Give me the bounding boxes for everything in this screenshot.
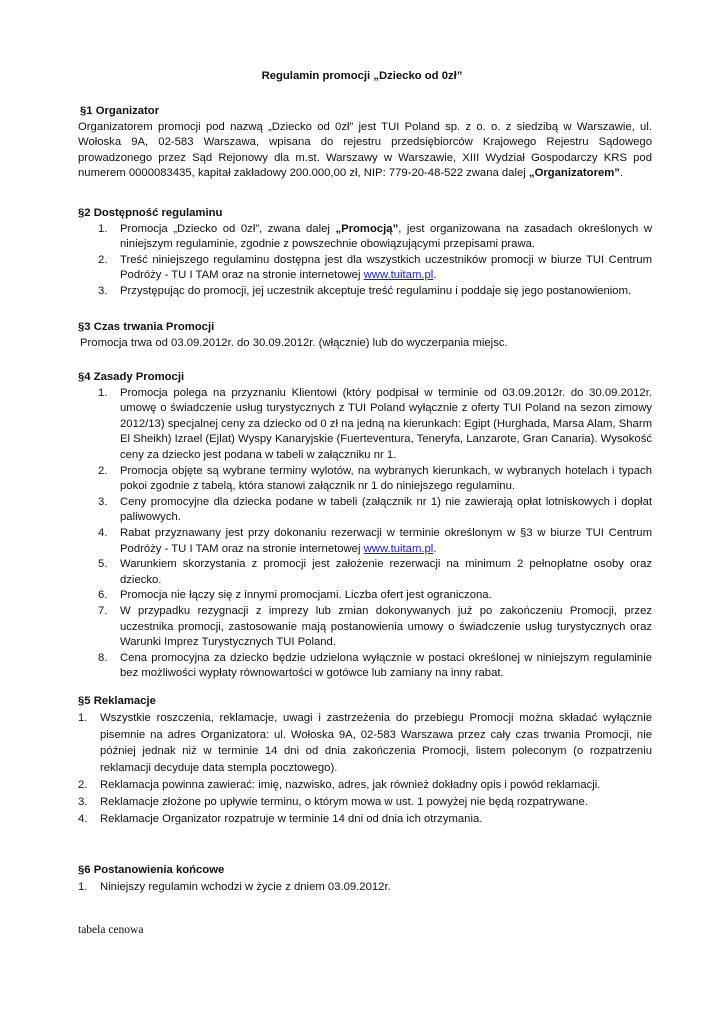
document-title: Regulamin promocji „Dziecko od 0zł” [261, 70, 463, 82]
list-item: 1. Wszystkie roszczenia, reklamacje, uwagi i zastrzeżenia do przebiegu Promocji można składać wyłącznie pisemnie na adres Organizatora: ul. Wołoska 9A, 02-583 Warszawa przez cały czas trwania Promocji, nie później jednak niż w terminie 14 dni od dnia zakończenia Promocji, listem poleconym (o rozpatrzeniu reklamacji decyduje data stempla pocztowego). [78, 711, 652, 775]
list-item: 4. Reklamacje Organizator rozpatruje w terminie 14 dni od dnia ich otrzymania. [78, 812, 483, 825]
section-complaints [78, 693, 652, 827]
list-item: 2. Reklamacja powinna zawierać: imię, nazwisko, adres, jak również dokładny opis i powód reklamacji. [78, 778, 601, 791]
list-item: 8. Cena promocyjna za dziecko będzie udzielona wyłącznie w postaci określonej w niniejszym regulaminie bez możliwości wypłaty równowartości w gotówce lub zamiany na inny rabat. [98, 651, 652, 680]
numbered-list [78, 386, 652, 682]
numbered-list [78, 222, 652, 300]
list-item: 1. Niniejszy regulamin wchodzi w życie z dniem 03.09.2012r. [78, 880, 391, 893]
section-duration [78, 320, 652, 351]
website-link[interactable]: www.tuitam.pl [363, 269, 434, 282]
section-heading: §1 Organizator [80, 105, 160, 117]
section-organizer [78, 104, 652, 182]
list-item: 1. Promocja „Dziecko od 0zł”, zwana dalej „Promocją”, jest organizowana na zasadach określonych w niniejszym regulaminie, zgodnie z powszechnie obowiązującymi przepisami prawa. [98, 222, 652, 251]
numbered-list [78, 879, 652, 896]
section-paragraph: Promocja trwa od 03.09.2012r. do 30.09.2012r. (włącznie) lub do wyczerpania miejsc. [80, 336, 508, 349]
section-heading: §2 Dostępność regulaminu [78, 207, 223, 219]
list-item: 2. Promocja objęte są wybrane terminy wylotów, na wybranych kierunkach, w wybranych hotelach i typach pokoi zgodnie z tabelą, która stanowi załącznik nr 1 do niniejszego regulaminu. [98, 464, 652, 493]
numbered-list [78, 710, 652, 828]
list-item: 2. Treść niniejszego regulaminu dostępna jest dla wszystkich uczestników promocji w biurze TUI Centrum Podróży - TU I TAM oraz na stronie internetowej www.tuitam.pl. [98, 253, 652, 282]
list-item: 6. Promocja nie łączy się z innymi promocjami. Liczba ofert jest ograniczona. [98, 589, 492, 602]
section-heading: §6 Postanowienia końcowe [78, 864, 225, 876]
list-item: 1. Promocja polega na przyznaniu Klientowi (który podpisał w terminie od 03.09.2012r. do 30.09.2012r. umowę o świadczenie usług turystycznych z TUI Poland wyłącznie z oferty TUI Poland na sezon zimowy 2012/13) specjalnej ceny za dziecko od 0 zł na jedną na kierunkach: Egipt (Hurghada, Marsa Alam, Sharm El Sheikh) Izrael (Ejlat) Wyspy Kanaryjskie (Fuerteventura, Teneryfa, Lanzarote, Gran Canaria). Wysokość ceny za dziecko jest podana w tabeli w załączniku nr 1. [98, 386, 653, 461]
section-paragraph: Organizatorem promocji pod nazwą „Dziecko od 0zł” jest TUI Poland sp. z o. o. z siedzibą w Warszawie, ul. Wołoska 9A, 02-583 Warszawa, wpisana do rejestru przedsiębiorców Krajowego Rejestru Sądowego prowadzonego przez Sąd Rejonowy dla m.st. Warszawy w Warszawie, XIII Wydział Gospodarczy KRS pod numerem 0000083435, kapitał zakładowy 200.000,00 zł, NIP: 779-20-48-522 zwana dalej „Organizatorem”. [78, 120, 652, 180]
section-heading: §5 Reklamacje [78, 695, 156, 707]
section-final-provisions [78, 862, 652, 896]
list-item: 4. Rabat przyznawany jest przy dokonaniu rezerwacji w terminie określonym w §3 w biurze TUI Centrum Podróży - TU I TAM oraz na stronie internetowej www.tuitam.pl. [98, 526, 652, 555]
website-link[interactable]: www.tuitam.pl [363, 542, 434, 555]
section-heading: §3 Czas trwania Promocji [78, 321, 215, 333]
footer-note: tabela cenowa [78, 924, 144, 936]
section-heading: §4 Zasady Promocji [78, 371, 185, 383]
list-item: 7. W przypadku rezygnacji z imprezy lub zmian dokonywanych już po zakończeniu Promocji, przez uczestnika promocji, zastosowanie mają postanowienia umowy o świadczenie usług turystycznych oraz Warunki Imprez Turystycznych TUI Poland. [98, 604, 652, 649]
list-item: 3. Przystępując do promocji, jej uczestnik akceptuje treść regulaminu i poddaje się jego postanowieniom. [98, 284, 632, 297]
list-item: 3. Reklamacje złożone po upływie terminu, o którym mowa w ust. 1 powyżej nie będą rozpatrywane. [78, 795, 588, 808]
section-availability [78, 206, 652, 300]
list-item: 3. Ceny promocyjne dla dziecka podane w tabeli (załącznik nr 1) nie zawierają opłat lotniskowych i dopłat paliwowych. [98, 495, 652, 524]
list-item: 5. Warunkiem skorzystania z promocji jest założenie rezerwacji na minimum 2 pełnopłatne osoby oraz dziecko. [98, 558, 652, 586]
section-rules [78, 370, 652, 682]
